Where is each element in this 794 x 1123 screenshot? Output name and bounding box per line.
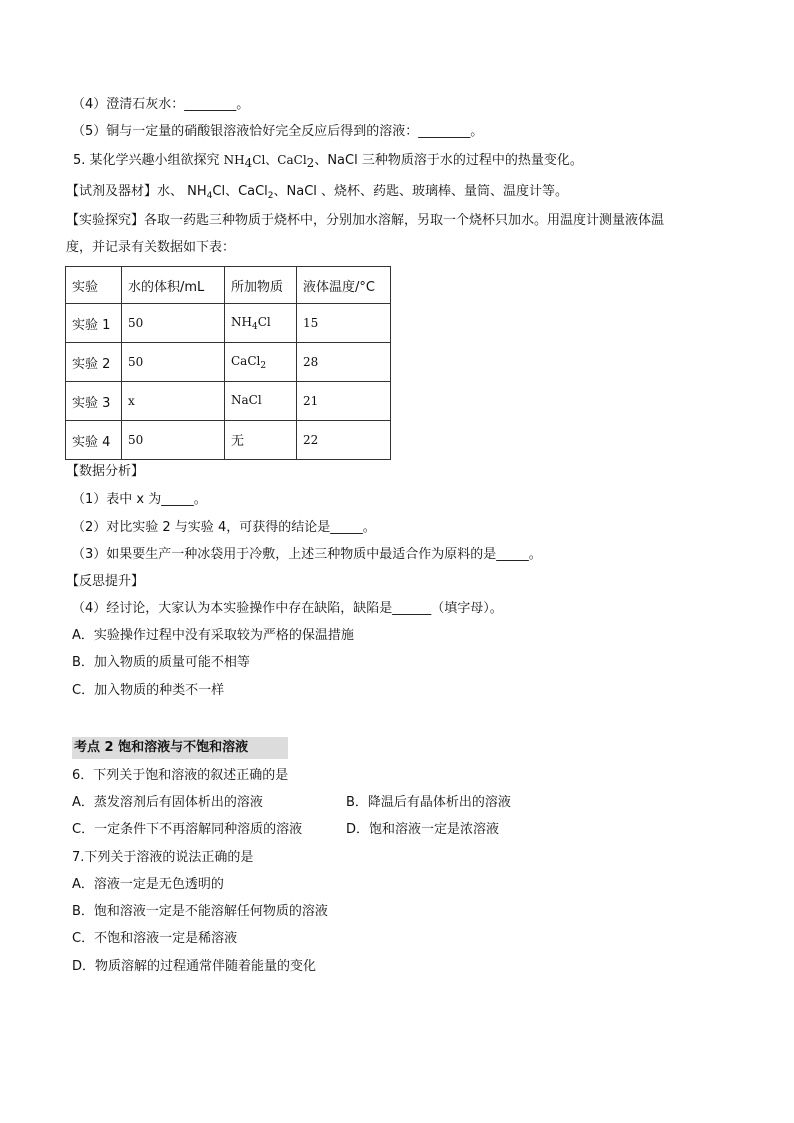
reagents-suffix: 、NaCl 、烧杯、药匙、玻璃棒、量筒、温度计等。 [273, 184, 569, 199]
formula-main: NH [231, 314, 252, 329]
question-5-sub: （5）铜与一定量的硝酸银溶液恰好完全反应后得到的溶液：________。 [72, 124, 484, 139]
cell-substance [225, 382, 297, 421]
q6-option-c: C．一定条件下不再溶解同种溶质的溶液 [72, 822, 303, 837]
formula-rest: Cl [257, 314, 271, 329]
cell-experiment: 实验 2 [66, 343, 122, 382]
formula-main: CaCl [231, 353, 261, 368]
cell-experiment: 实验 3 [66, 382, 122, 421]
table-row [66, 343, 391, 382]
cell-experiment: 实验 4 [66, 421, 122, 460]
reagents-mid: Cl、CaCl [212, 184, 268, 199]
cell-temperature: 15 [297, 304, 391, 343]
table-row [66, 382, 391, 421]
question-4-sub: （4）澄清石灰水：________。 [72, 97, 250, 112]
section-heading: 考点 2 饱和溶液与不饱和溶液 [72, 737, 288, 759]
analysis-q1: （1）表中 x 为_____。 [72, 492, 207, 507]
subscript: 2 [306, 156, 315, 170]
cell-volume: x [122, 382, 225, 421]
table-header-row [66, 267, 391, 304]
cell-substance [225, 421, 297, 460]
experiment-table [65, 266, 391, 460]
analysis-q3: （3）如果要生产一种冰袋用于冷敷，上述三种物质中最适合作为原料的是_____。 [72, 547, 542, 562]
cell-temperature: 22 [297, 421, 391, 460]
table-row [66, 421, 391, 460]
cell-volume: 50 [122, 304, 225, 343]
q6-option-d: D．饱和溶液一定是浓溶液 [346, 822, 500, 837]
subscript: 2 [260, 360, 267, 371]
header-cell: 所加物质 [225, 267, 297, 304]
q7-option-b: B．饱和溶液一定是不能溶解任何物质的溶液 [72, 904, 328, 919]
option-a: A．实验操作过程中没有采取较为严格的保温措施 [72, 628, 354, 643]
q7-option-d: D．物质溶解的过程通常伴随着能量的变化 [72, 959, 317, 974]
explore-line-2: 度，并记录有关数据如下表： [66, 240, 236, 255]
cell-temperature: 21 [297, 382, 391, 421]
q6-option-b: B．降温后有晶体析出的溶液 [346, 795, 511, 810]
formula-main: 无 [231, 433, 245, 449]
cell-temperature: 28 [297, 343, 391, 382]
subscript: 4 [251, 321, 258, 332]
option-c: C．加入物质的种类不一样 [72, 683, 225, 698]
reagents-line [66, 183, 568, 205]
cell-volume: 50 [122, 343, 225, 382]
subscript: 4 [244, 156, 253, 170]
formula-main: NaCl [231, 392, 262, 407]
formula-cacl2-part: Cl、CaCl [252, 153, 307, 167]
q7-option-c: C．不饱和溶液一定是稀溶液 [72, 931, 238, 946]
reagents-prefix: 【试剂及器材】水、 NH [66, 184, 207, 199]
header-cell: 实验 [66, 267, 122, 304]
formula-nh4cl-part: NH [223, 153, 245, 167]
reflect-heading: 【反思提升】 [66, 574, 145, 589]
header-cell: 水的体积/mL [122, 267, 225, 304]
subscript: 2 [267, 191, 274, 201]
cell-substance [225, 343, 297, 382]
q5-suffix: 、NaCl 三种物质溶于水的过程中的热量变化。 [314, 153, 583, 168]
question-6: 6．下列关于饱和溶液的叙述正确的是 [72, 768, 289, 783]
q7-option-a: A．溶液一定是无色透明的 [72, 877, 224, 892]
q5-prefix: 5. 某化学兴趣小组欲探究 [73, 153, 224, 168]
cell-experiment: 实验 1 [66, 304, 122, 343]
analysis-heading: 【数据分析】 [66, 464, 145, 479]
option-b: B．加入物质的质量可能不相等 [72, 655, 250, 670]
reflect-q4: （4）经讨论，大家认为本实验操作中存在缺陷，缺陷是______（填字母）。 [72, 601, 503, 616]
subscript: 4 [206, 191, 213, 201]
table-row [66, 304, 391, 343]
explore-line-1: 【实验探究】各取一药匙三种物质于烧杯中，分别加水溶解，另取一个烧杯只加水。用温度计测量液体温 [66, 213, 665, 228]
question-5-stem [73, 151, 583, 172]
question-7: 7.下列关于溶液的说法正确的是 [72, 850, 254, 865]
cell-substance [225, 304, 297, 343]
cell-volume: 50 [122, 421, 225, 460]
analysis-q2: （2）对比实验 2 与实验 4，可获得的结论是_____。 [72, 520, 376, 535]
header-cell: 液体温度/°C [297, 267, 391, 304]
q6-option-a: A．蒸发溶剂后有固体析出的溶液 [72, 795, 263, 810]
